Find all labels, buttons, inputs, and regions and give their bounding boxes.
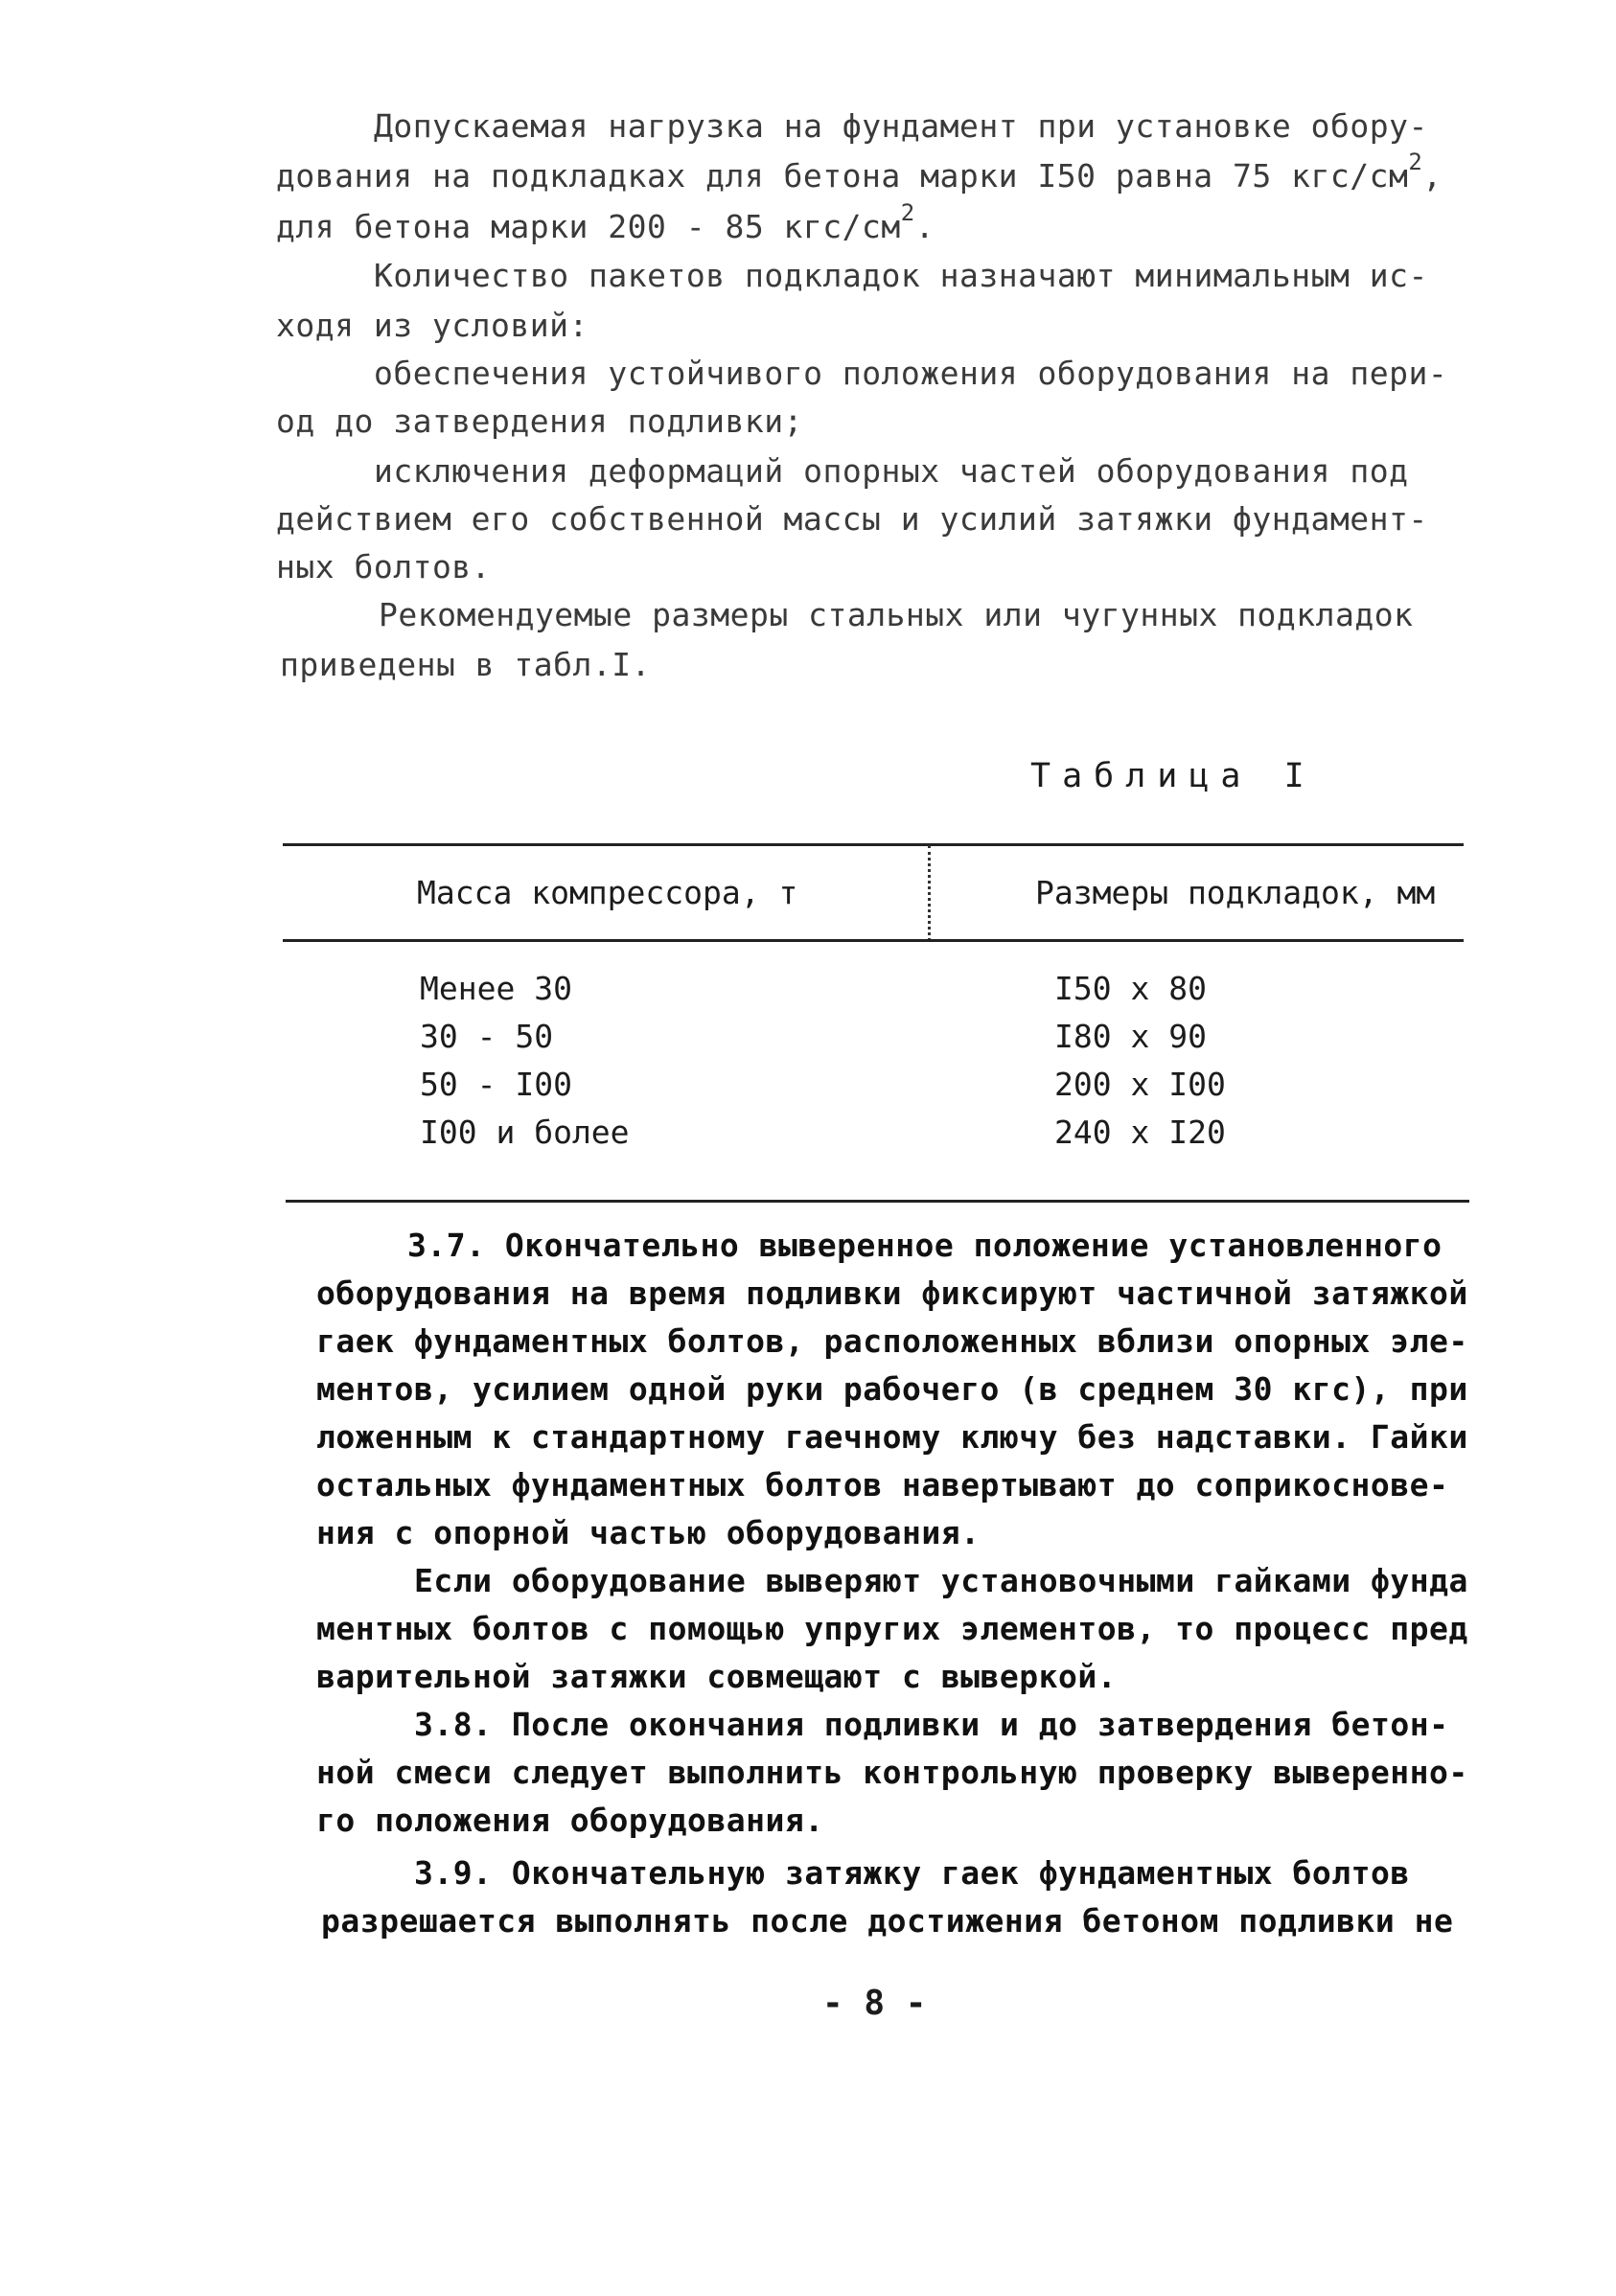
paragraph-line: гаек фундаментных болтов, расположенных вблизи опорных эле- (316, 1322, 1468, 1360)
table-column-separator (928, 845, 931, 941)
table-cell-mass: 50 - I00 (420, 1066, 572, 1103)
table-cell-mass: Менее 30 (420, 970, 572, 1007)
table-bottom-rule (286, 1200, 1469, 1203)
paragraph-line: ния с опорной частью оборудования. (316, 1514, 981, 1551)
table-header-mass: Масса компрессора, т (417, 874, 798, 911)
paragraph-line: ходя из условий: (276, 307, 589, 344)
paragraph-line: Количество пакетов подкладок назначают минимальным ис- (374, 257, 1428, 294)
paragraph-line: Допускаемая нагрузка на фундамент при установке обору- (374, 107, 1428, 145)
paragraph-line: ментов, усилием одной руки рабочего (в среднем 30 кгс), при (316, 1370, 1468, 1408)
table-cell-size: 200 x I00 (1054, 1066, 1226, 1103)
paragraph-line: дования на подкладках для бетона марки I50 равна 75 кгс/$см^2$, (276, 149, 1443, 195)
paragraph-line: го положения оборудования. (316, 1802, 824, 1839)
table-caption: Таблица I (1030, 757, 1316, 795)
paragraph-line: остальных фундаментных болтов навертывают до соприкоснове- (316, 1466, 1449, 1504)
paragraph-line: для бетона марки 200 - 85 кгс/$см^2$. (276, 199, 935, 245)
paragraph-line: приведены в табл.I. (280, 646, 651, 683)
table-cell-size: I80 x 90 (1054, 1018, 1207, 1055)
page-number: - 8 - (822, 1984, 927, 2023)
paragraph-line: действием его собственной массы и усилий затяжки фундамент- (276, 500, 1428, 538)
paragraph-line: 3.7. Окончательно выверенное положение установленного (407, 1227, 1443, 1264)
paragraph-line: оборудования на время подливки фиксируют частичной затяжкой (316, 1274, 1468, 1312)
paragraph-line: ных болтов. (276, 548, 492, 585)
table-cell-mass: I00 и более (420, 1114, 630, 1151)
paragraph-line: Если оборудование выверяют установочными гайками фунда (414, 1562, 1468, 1599)
paragraph-line: ментных болтов с помощью упругих элементов, то процесс пред (316, 1610, 1468, 1647)
paragraph-line: Рекомендуемые размеры стальных или чугунных подкладок (379, 596, 1414, 633)
table-cell-mass: 30 - 50 (420, 1018, 554, 1055)
table-header-size: Размеры подкладок, мм (1035, 874, 1436, 911)
paragraph-line: ной смеси следует выполнить контрольную проверку выверенно- (316, 1754, 1468, 1791)
paragraph-line: разрешается выполнять после достижения бетоном подливки не (321, 1902, 1454, 1940)
paragraph-line: 3.8. После окончания подливки и до затвердения бетон- (414, 1706, 1449, 1743)
paragraph-line: ложенным к стандартному гаечному ключу без надставки. Гайки (316, 1418, 1468, 1456)
paragraph-line: од до затвердения подливки; (276, 402, 803, 440)
paragraph-line: варительной затяжки совмещают с выверкой. (316, 1658, 1118, 1695)
table-cell-size: I50 x 80 (1054, 970, 1207, 1007)
table-cell-size: 240 x I20 (1054, 1114, 1226, 1151)
paragraph-line: исключения деформаций опорных частей оборудования под (374, 452, 1409, 490)
paragraph-line: 3.9. Окончательную затяжку гаек фундаментных болтов (414, 1854, 1410, 1892)
paragraph-line: обеспечения устойчивого положения оборудования на пери- (374, 355, 1448, 392)
table-top-rule (283, 843, 1464, 846)
table-header-rule (283, 939, 1464, 942)
